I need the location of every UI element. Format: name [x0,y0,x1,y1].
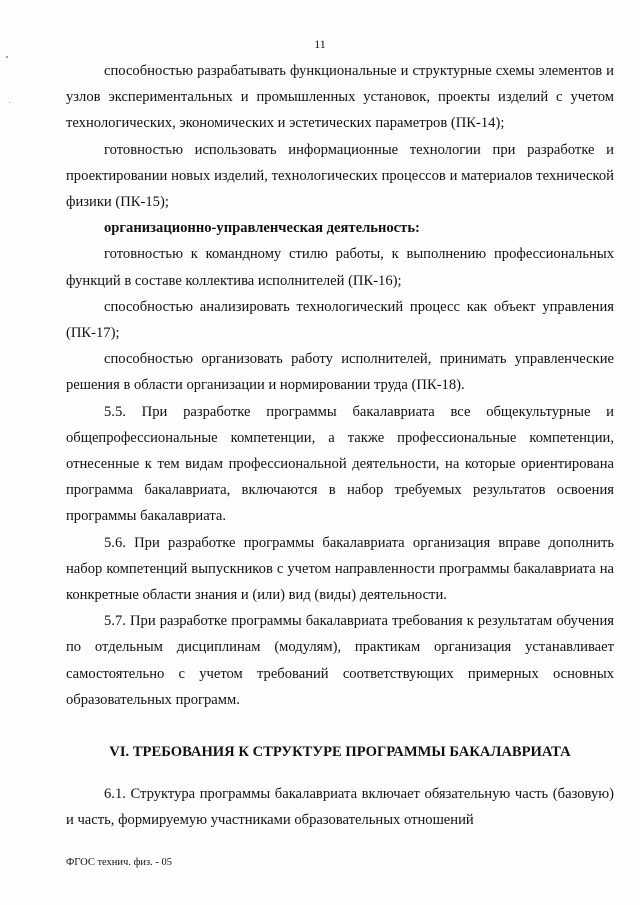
scan-speck [6,56,8,58]
paragraph-pk15: готовностью использовать информационные технологии при разработке и проектировании новых изделий, технологических процессов и материалов технической физики (ПК-15); [66,141,614,211]
paragraph-pk18: способностью организовать работу исполнителей, принимать управленческие решения в области организации и нормировании труда (ПК-18). [66,351,614,394]
subheading-org-management: организационно-управленческая деятельность: [104,220,420,237]
document-body [66,58,614,834]
paragraph-5-6: 5.6. При разработке программы бакалавриата организация вправе дополнить набор компетенций выпускников с учетом направленности программы бакалавриата на конкретные области знания и (или) вид (виды) деятельности. [66,534,614,604]
page-number: 11 [314,37,326,51]
section-heading: VI. ТРЕБОВАНИЯ К СТРУКТУРЕ ПРОГРАММЫ БАКАЛАВРИАТА [109,744,571,761]
paragraph-6-1: 6.1. Структура программы бакалавриата включает обязательную часть (базовую) и часть, формируемую участниками образовательных отношений [66,786,614,829]
footer-label: ФГОС технич. физ. - 05 [66,857,173,868]
paragraph-5-5: 5.5. При разработке программы бакалавриата все общекультурные и общепрофессиональные компетенции, а также профессиональные компетенции, отнесенные к тем видам профессиональной деятельности, на которые ориентирована программа бакалавриата, включаются в набор требуемых результатов освоения программы бакалавриата. [66,403,614,525]
paragraph-pk14: способностью разрабатывать функциональные и структурные схемы элементов и узлов экспериментальных и промышленных установок, проекты изделий с учетом технологических, экономических и эстетических параметров (ПК-14); [66,63,614,132]
paragraph-pk16: готовностью к командному стилю работы, к выполнению профессиональных функций в составе коллектива исполнителей (ПК-16); [66,246,614,289]
scan-speck [9,102,10,103]
paragraph-pk17: способностью анализировать технологический процесс как объект управления (ПК-17); [66,298,614,342]
paragraph-5-7: 5.7. При разработке программы бакалавриата требования к результатам обучения по отдельным дисциплинам (модулям), практикам организация устанавливает самостоятельно с учетом требований соответствующих примерных основных образовательных программ. [66,613,614,708]
